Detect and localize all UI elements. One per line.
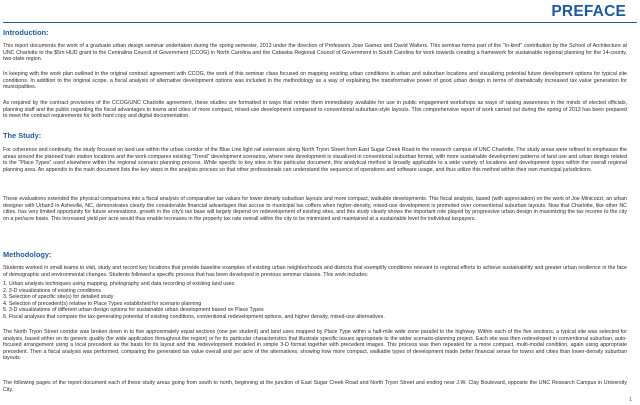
list-item: 3. Selection of specific site(s) for detailed study — [3, 294, 114, 300]
list-item: 6. Fiscal analyses that compare the tax-generating potential of existing conditions, conventional redevelopment options, and higher density, mixed-use alternatives. — [3, 313, 385, 320]
methodology-steps-list — [3, 281, 627, 320]
study-paragraph-2: These evaluations extended the physical comparisons into a fiscal analysis of comparative tax values for lower density suburban layouts and more compact, walkable developments. This fiscal analysis, based (with appreciation) on the work of Joe Minicozzi, an urban designer with Urban3 in Asheville, NC, demonstrates clearly the considerable financial advantages that accrue to municipal tax coffers when higher-density, mixed-use development is promoted over conventional suburban layouts. Now that Charlotte, like other NC cities, has very limited opportunity for future annexations, growth in the city's tax base will largely depend on redevelopment of existing sites, and this study clearly shows the important role played by progressive urban design in maximizing the tax income to the city on a per/acre basis. This increased yield per acre would thus enable increases in the property tax rate overall within the city to be minimized and maintained at a sustainable level for individual taxpayers. — [3, 196, 627, 222]
study-paragraph-1: For coherence and continuity, the study focused on land use within the urban corridor of the Blue Line light rail extension along North Tryon Street from East Sugar Creek Road to the research campus of UNC Charlotte. The study areas were refined to emphasize the areas around the planned train station locations and the work compares existing "Trend" development scenarios, where new development is visualized in conventional suburban format, with more sustainable development patterns of land use and urban design related to the "Place Types" used elsewhere within the regional scenario planning process. While specific to key sites in this particular document, this analytical method is broadly applicable to a wide variety of locations and development types within the overall regional planning area. An appendix to the main document lists the key steps in the analysis process so that other professionals can understand the sequence of operations and software usage, and thus utilize this method within their own municipal jurisdictions. — [3, 147, 627, 173]
introduction-paragraph-1: This report documents the work of a graduate urban design seminar undertaken during the spring semester, 2013 under the direction of Professors Jose Gamez and David Walters. This seminar forms part of the "in-kind" contribution by the School of Architecture at UNC Charlotte to the $5m HUD grant to the Centralina Council of Government (CCOG) in North Carolina and the Catawba Regional Council of Government in South Carolina for work towards creating a framework for sustainable regional planning for the 14-county, two-state region. — [3, 43, 627, 62]
list-item: 5. 3-D visualizations of different urban design options for sustainable urban development based on Place Types — [3, 307, 264, 313]
introduction-paragraph-3: As required by the contract provisions of the CCOG/UNC Charlotte agreement, these studies are formatted in ways that render them immediately available for use in public engagement workshops as ways of raising awareness in the minds of elected officials, planning staff and the public regarding the fiscal advantages to towns and cities of more compact, mixed-use development compared to conventional suburban-style layouts. This comprehensive report of work carried out during the spring of 2013 has been prepared to meet the contract requirements for both hard copy and digital documentation. — [3, 100, 627, 119]
list-item: 2. 3-D visualizations of existing conditions — [3, 287, 102, 294]
methodology-intro: Students worked in small teams to visit, study and record key locations that provide baseline examples of existing urban neighborhoods and districts that exemplify conditions relevant to regional efforts to achieve sustainability and greater urban resilience in the face of demographic and environmental changes. Students followed a specific process that has been developed in previous seminar classes. This work includes: — [3, 265, 627, 278]
methodology-paragraph-2: The following pages of the report document each of these study areas going from south to north, beginning at the junction of East Sugar Creek Road and North Tryon Street and ending near J.W. Clay Boulevard, opposite the UNC Research Campus in University City. — [3, 380, 627, 393]
page-number: 1 — [629, 397, 632, 403]
study-heading: The Study: — [3, 131, 42, 140]
methodology-heading: Methodology: — [3, 250, 52, 259]
list-item: 4. Selection of precedent(s) relative to Place Types established for scenario planning — [3, 300, 202, 307]
list-item: 1. Urban analysis techniques using mapping, photography and data recording of existing land uses — [3, 281, 235, 287]
introduction-paragraph-2: In keeping with the work plan outlined in the original contract agreement with CCOG, the work of this seminar class focused on mapping existing urban conditions in urban and suburban locations and visualizing potential future development options for typical site conditions. In addition to the original scope, a fiscal analysis of alternative development options was included in the methodology as a way of explaining the transformative power of good urban design in terms of dramatically increased tax value generation for municipalities. — [3, 71, 627, 90]
methodology-paragraph-1: The North Tryon Street corridor was broken down in to five approximately equal sections (one per student) and land uses mapped by Place Type within a half-mile wide zone parallel to the highway. Within each of the five sections, a typical site was selected for analysis, based either on its generic quality (for wide application throughout the region) or for its particular characteristics that illustrate specific issues appropriate to the wider scenario-planning project. Each site was then redeveloped in conventional suburban, auto-focused arrangement using a local precedent as the basis for its layout and this redevelopment modeled in simple 3-D format together with precedent images. This process was then repeated for a more compact, multi-modal condition, again using appropriate precedent. Then a fiscal analysis was performed, comparing the generated tax value overall and per acre of the alternatives, showing how more compact, walkable types of development made better financial sense for towns and cities than lower-density suburban layouts. — [3, 329, 627, 361]
introduction-heading: Introduction: — [3, 28, 49, 37]
title-divider — [3, 22, 637, 23]
page-title: PREFACE — [551, 3, 626, 20]
